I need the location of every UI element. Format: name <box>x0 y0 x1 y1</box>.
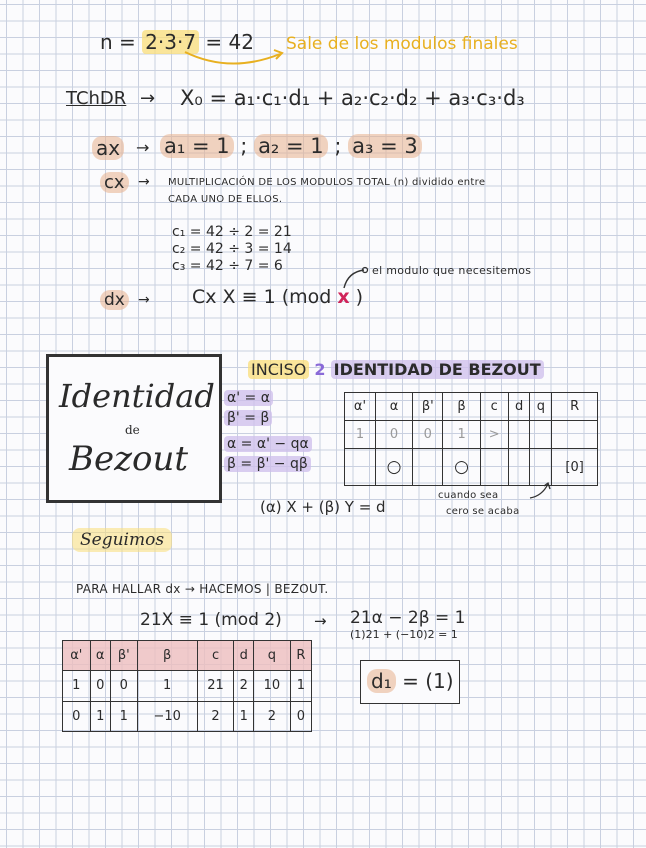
table-header-cell: β <box>137 641 197 671</box>
d1-label: d₁ <box>367 669 396 693</box>
table-cell: 2 <box>253 701 290 731</box>
dx-congruence <box>192 286 363 308</box>
cuando-note-line1: cuando sea <box>438 490 499 501</box>
table-cell <box>508 449 530 486</box>
table-cell <box>413 449 443 486</box>
table-header-cell: β' <box>413 393 443 421</box>
table-row <box>345 393 598 421</box>
eq-arrow: → <box>314 612 327 630</box>
table-header-cell: α' <box>63 641 91 671</box>
table-cell: 0 <box>90 671 110 701</box>
bezout-title-line2: Bezout <box>69 439 189 479</box>
table-header-cell: q <box>530 393 552 421</box>
table-header-cell: R <box>552 393 598 421</box>
table-cell: 1 <box>90 701 110 731</box>
bezout-table-solved <box>62 640 312 732</box>
inciso-title: IDENTIDAD DE BEZOUT <box>331 360 544 379</box>
a2-value: a₂ = 1 <box>254 134 328 158</box>
table-header-cell: β <box>443 393 480 421</box>
table-row <box>63 701 312 731</box>
d1-result <box>367 669 454 693</box>
cuando-note-line2: cero se acaba <box>446 506 520 517</box>
inciso-heading <box>248 360 544 379</box>
cx-arrow: → <box>138 174 150 190</box>
dx-arrow: → <box>138 292 150 308</box>
table-header-cell: d <box>234 641 254 671</box>
table-header-cell: d <box>508 393 530 421</box>
table-header-cell: β' <box>110 641 137 671</box>
inciso-label: INCISO <box>248 360 309 379</box>
a3-value: a₃ = 3 <box>348 134 422 158</box>
table-cell: 1 <box>290 671 311 701</box>
table-cell: ○ <box>443 449 480 486</box>
modulo-note: el modulo que necesitemos <box>372 264 532 277</box>
tchdr-arrow: → <box>140 88 156 109</box>
table-cell: 1 <box>345 421 376 449</box>
table-header-cell: R <box>290 641 311 671</box>
para-hallar-text: PARA HALLAR dx → HACEMOS | BEZOUT. <box>76 582 329 596</box>
table-cell: 0 <box>110 671 137 701</box>
table-row <box>345 421 598 449</box>
rule-alpha-prime: α' = α <box>224 390 273 406</box>
table-cell: 1 <box>234 701 254 731</box>
tchdr-label: TChDR <box>66 88 127 109</box>
bezout-title-box <box>46 354 222 503</box>
bezout-verification: (1)21 + (−10)2 = 1 <box>350 628 458 641</box>
c2-calc: c₂ = 42 ÷ 3 = 14 <box>172 241 292 257</box>
ax-values <box>160 134 422 158</box>
table-cell: 2 <box>197 701 234 731</box>
ax-label: ax <box>92 136 124 160</box>
inciso-number: 2 <box>314 360 326 379</box>
table-cell: 0 <box>375 421 412 449</box>
tchdr-formula: X₀ = a₁·c₁·d₁ + a₂·c₂·d₂ + a₃·c₃·d₃ <box>180 86 525 110</box>
table-cell: −10 <box>137 701 197 731</box>
table-cell <box>530 421 552 449</box>
n-factors: 2·3·7 <box>142 30 199 54</box>
table-cell: 1 <box>63 671 91 701</box>
table-cell: 1 <box>110 701 137 731</box>
curved-arrow-icon <box>180 44 290 70</box>
bezout-combination: (α) X + (β) Y = d <box>260 498 386 516</box>
table-header-cell: q <box>253 641 290 671</box>
bezout-title-line1: Identidad <box>59 377 215 415</box>
ax-sep2: ; <box>334 134 342 158</box>
cx-description-line1: MULTIPLICACIÓN DE LOS MODULOS TOTAL (n) dividido entre <box>168 177 486 188</box>
d1-value: = (1) <box>402 669 454 693</box>
table-cell <box>552 421 598 449</box>
congruence-21x: 21X ≡ 1 (mod 2) <box>140 610 282 630</box>
cx-description-line2: CADA UNO DE ELLOS. <box>168 194 283 205</box>
table-row <box>345 449 598 486</box>
table-row <box>63 641 312 671</box>
table-header-cell: c <box>480 393 508 421</box>
ax-sep1: ; <box>240 134 248 158</box>
cx-label: cx <box>100 172 129 193</box>
table-cell: > <box>480 421 508 449</box>
bezout-equation: 21α − 2β = 1 <box>350 608 466 628</box>
congruence-x: x <box>337 286 350 308</box>
pointer-arrow-icon <box>528 480 558 502</box>
bezout-title-de: de <box>125 423 140 437</box>
table-row <box>63 671 312 701</box>
table-cell: 0 <box>290 701 311 731</box>
table-cell <box>508 421 530 449</box>
table-header-cell: α' <box>345 393 376 421</box>
table-header-cell: α <box>375 393 412 421</box>
table-cell: 0 <box>63 701 91 731</box>
table-cell: 21 <box>197 671 234 701</box>
table-cell <box>345 449 376 486</box>
pointer-arrow-icon <box>340 262 370 290</box>
d1-result-box <box>360 660 460 704</box>
table-cell: ○ <box>375 449 412 486</box>
table-cell <box>480 449 508 486</box>
table-header-cell: α <box>90 641 110 671</box>
c1-calc: c₁ = 42 ÷ 2 = 21 <box>172 224 292 240</box>
table-cell: 1 <box>137 671 197 701</box>
bezout-table-template <box>344 392 598 486</box>
a1-value: a₁ = 1 <box>160 134 234 158</box>
modulos-note: Sale de los modulos finales <box>286 34 518 54</box>
table-header-cell: c <box>197 641 234 671</box>
table-cell: 2 <box>234 671 254 701</box>
n-prefix: n = <box>100 30 136 54</box>
rule-beta: β = β' − qβ <box>224 456 311 472</box>
congruence-prefix: Cx X ≡ 1 (mod <box>192 286 332 308</box>
table-cell: 10 <box>253 671 290 701</box>
rule-beta-prime: β' = β <box>224 410 272 426</box>
congruence-suffix: ) <box>355 286 364 308</box>
n-result: = 42 <box>205 30 254 54</box>
dx-label: dx <box>100 290 129 310</box>
table-cell: [0] <box>552 449 598 486</box>
ax-arrow: → <box>136 138 150 157</box>
c3-calc: c₃ = 42 ÷ 7 = 6 <box>172 258 283 274</box>
seguimos-heading: Seguimos <box>72 528 172 552</box>
rule-alpha: α = α' − qα <box>224 436 312 452</box>
table-cell: 0 <box>413 421 443 449</box>
table-cell: 1 <box>443 421 480 449</box>
